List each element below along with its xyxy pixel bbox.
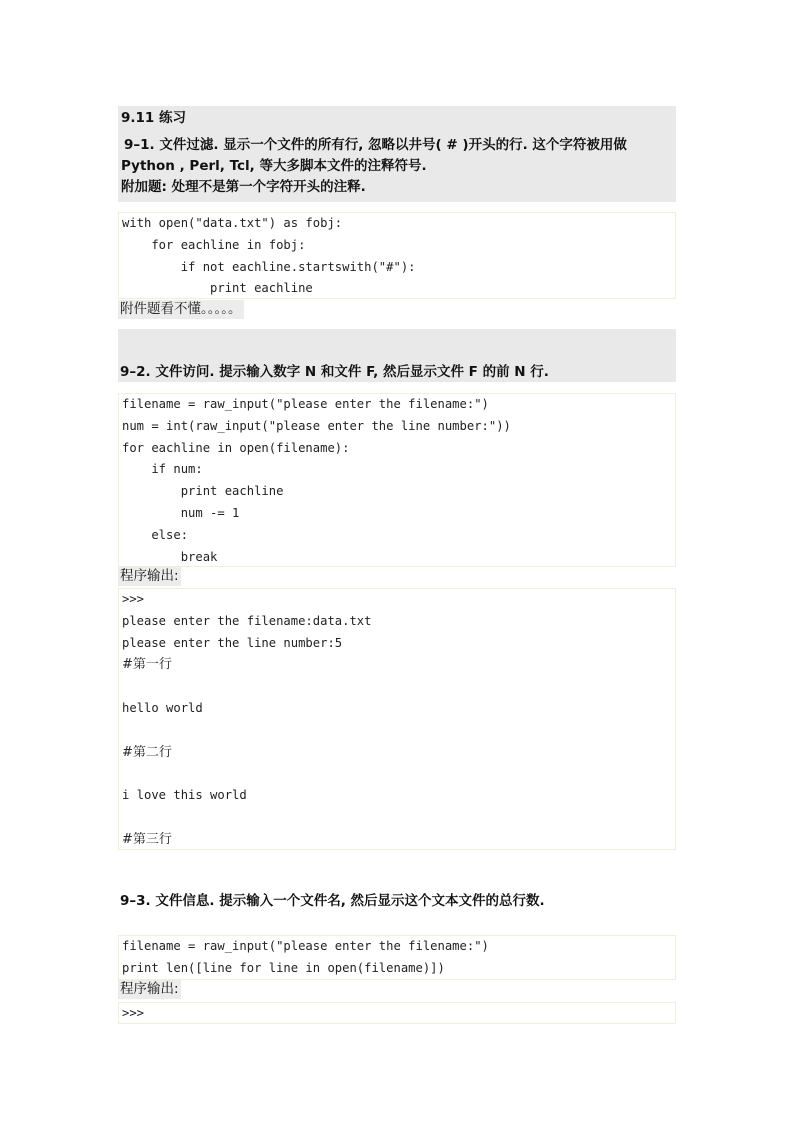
output-line: [122, 720, 675, 742]
code-line: break: [122, 549, 218, 564]
output-line: #第二行: [122, 744, 172, 760]
output-line: i love this world: [122, 788, 247, 803]
exercise-9-1-header: [118, 106, 676, 202]
output-line: >>>: [122, 592, 145, 606]
exercise-9-1-line2: Python , Perl, Tcl, 等大多脚本文件的注释符号.: [121, 158, 427, 174]
exercise-9-2-heading: 9–2. 文件访问. 提示输入数字 N 和文件 F, 然后显示文件 F 的前 N 行.: [120, 364, 549, 380]
output-line: [122, 807, 675, 829]
output-line: [122, 676, 675, 698]
code-line: for eachline in open(filename):: [122, 440, 350, 455]
output-line: hello world: [122, 700, 203, 715]
exercise-9-1-line3: 附加题: 处理不是第一个字符开头的注释.: [121, 179, 366, 195]
code-line: filename = raw_input("please enter the filename:"): [122, 939, 489, 953]
exercise-9-3-heading: 9–3. 文件信息. 提示输入一个文件名, 然后显示这个文本文件的总行数.: [120, 893, 545, 909]
exercise-9-3-output-block: [118, 1002, 676, 1024]
code-line: num = int(raw_input("please enter the line number:")): [122, 418, 511, 433]
code-line: print len([line for line in open(filename)]): [122, 960, 445, 975]
output-line: please enter the line number:5: [122, 635, 343, 650]
exercise-9-3-output-label: 程序输出:: [120, 981, 179, 997]
output-line: #第一行: [122, 657, 172, 673]
code-line: for eachline in fobj:: [122, 237, 306, 252]
code-line: if not eachline.startswith("#"):: [122, 259, 416, 274]
exercise-9-1-code-block: [118, 212, 676, 299]
code-line: if num:: [122, 462, 203, 477]
exercise-9-1-note: 附件题看不懂。。。。。: [120, 301, 242, 317]
output-line: [122, 763, 675, 785]
output-line: #第三行: [122, 831, 172, 847]
code-line: print eachline: [122, 281, 313, 296]
code-line: else:: [122, 527, 189, 542]
code-line: num -= 1: [122, 505, 240, 520]
exercise-9-2-output-block: [118, 588, 676, 850]
section-title: 9.11 练习: [121, 110, 187, 126]
code-line: filename = raw_input("please enter the filename:"): [122, 397, 489, 411]
exercise-9-1-line1: 9–1. 文件过滤. 显示一个文件的所有行, 忽略以井号( # )开头的行. 这个字符被用做: [124, 137, 627, 153]
exercise-9-2-code-block: [118, 393, 676, 567]
exercise-9-3-code-block: [118, 935, 676, 980]
output-line: >>>: [122, 1006, 145, 1020]
exercise-9-2-output-label: 程序输出:: [120, 568, 179, 584]
code-line: print eachline: [122, 484, 284, 499]
output-line: please enter the filename:data.txt: [122, 613, 372, 628]
code-line: with open("data.txt") as fobj:: [122, 216, 343, 230]
